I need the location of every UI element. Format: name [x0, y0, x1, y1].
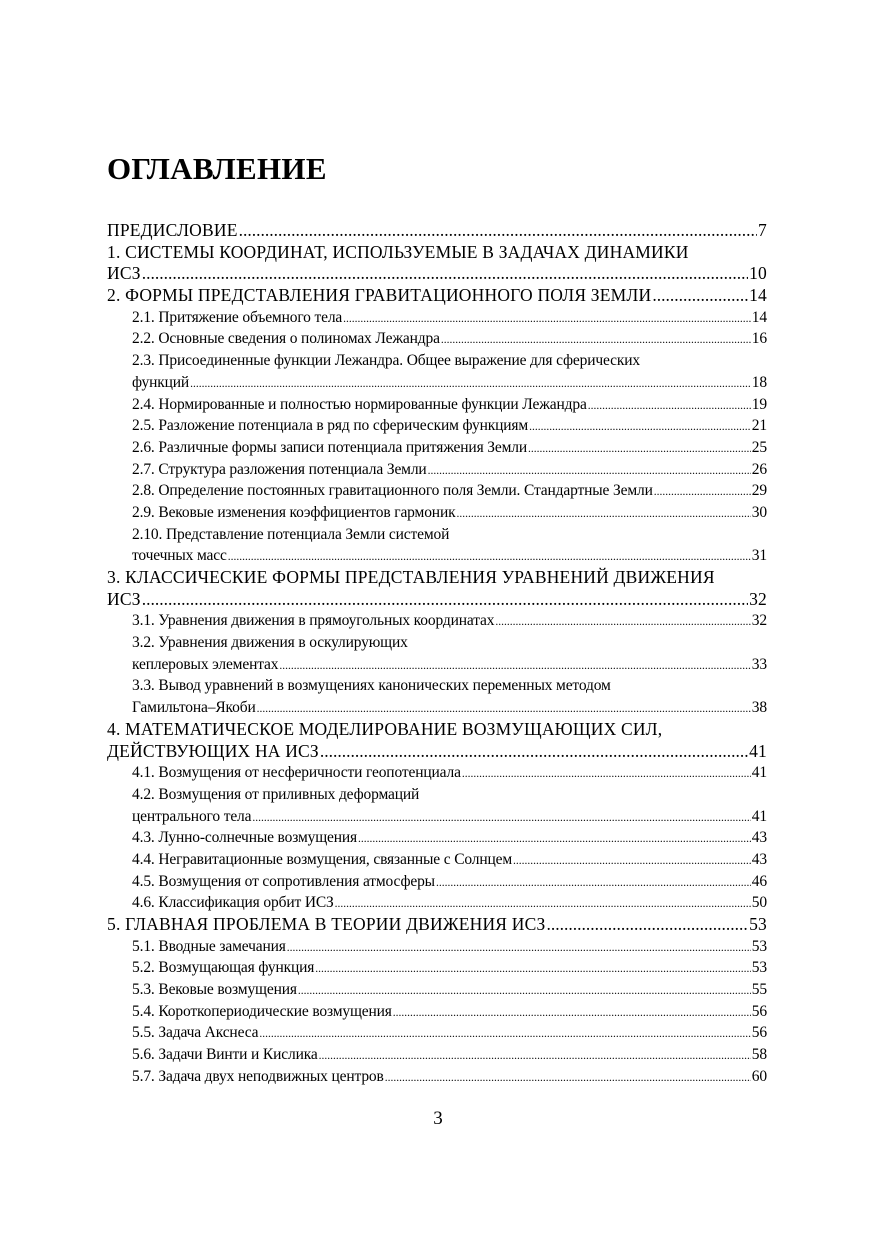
toc-entry-title: 5.5. Задача Акснеса: [132, 1024, 259, 1042]
toc-entry-row: [132, 1001, 767, 1023]
toc-entry-title: 5.7. Задача двух неподвижных центров: [132, 1067, 384, 1085]
toc-section-entry[interactable]: [107, 502, 767, 524]
toc-section-entry[interactable]: [107, 849, 767, 871]
toc-entry-row: [132, 762, 767, 784]
dot-leader: [315, 959, 751, 981]
toc-section-entry[interactable]: [107, 394, 767, 416]
dot-leader: [335, 894, 751, 916]
toc-entry-page: 29: [751, 482, 767, 500]
toc-entry-title: 2.9. Вековые изменения коэффициентов гармоник: [132, 503, 456, 521]
toc-entry-row: [107, 914, 767, 936]
toc-entry-row: [132, 415, 767, 437]
toc-entry-page: 56: [751, 1024, 767, 1042]
toc-entry-page: 33: [751, 655, 767, 673]
toc-entry-page: 16: [751, 330, 767, 348]
toc-entry-title: 4.5. Возмущения от сопротивления атмосферы: [132, 872, 435, 890]
dot-leader: [513, 851, 751, 873]
dot-leader: [343, 309, 751, 331]
toc-entry-page: 25: [751, 438, 767, 456]
toc-entry-title: 2.8. Определение постоянных гравитационного поля Земли. Стандартные Земли: [132, 482, 653, 500]
dot-leader: [358, 829, 751, 851]
dot-leader: [393, 1003, 751, 1025]
toc-entry-title: 5.2. Возмущающая функция: [132, 959, 315, 977]
toc-entry-title: 2.7. Структура разложения потенциала Земли: [132, 460, 427, 478]
toc-entry-page: 46: [751, 872, 767, 890]
toc-entry-page: 55: [751, 981, 767, 999]
dot-leader: [228, 547, 751, 569]
toc-entry-page: 19: [751, 395, 767, 413]
dot-leader: [495, 612, 750, 634]
dot-leader: [385, 1068, 751, 1090]
toc-entry-row: [132, 871, 767, 893]
dot-leader: [528, 439, 751, 461]
toc-entry-row: [132, 654, 767, 676]
toc-entry-page: 32: [751, 612, 767, 630]
dot-leader: [428, 461, 751, 483]
toc-entry-title: 2.5. Разложение потенциала в ряд по сферическим функциям: [132, 417, 529, 435]
dot-leader: [252, 808, 750, 830]
toc-entry-row: [107, 220, 767, 242]
toc-entry-row: [132, 1066, 767, 1088]
toc-entry-row: [132, 459, 767, 481]
toc-entry-page: 50: [751, 894, 767, 912]
toc-entry-page: 43: [751, 850, 767, 868]
toc-section-entry[interactable]: [107, 1044, 767, 1066]
toc-entry-page: 56: [751, 1002, 767, 1020]
toc-entry-title: 5.1. Вводные замечания: [132, 937, 286, 955]
dot-leader: [287, 938, 751, 960]
toc-entry-page: 21: [751, 417, 767, 435]
dot-leader: [456, 504, 750, 526]
toc-section-entry[interactable]: [107, 480, 767, 502]
toc-section-entry[interactable]: [107, 437, 767, 459]
toc-entry-title: 5.3. Вековые возмущения: [132, 981, 297, 999]
toc-entry-page: 53: [751, 959, 767, 977]
toc-entry-title: 4.6. Классификация орбит ИСЗ: [132, 894, 334, 912]
toc-entry-row: [132, 372, 767, 394]
dot-leader: [190, 374, 751, 396]
toc-entry-title: центрального тела: [132, 807, 252, 825]
toc-entry-row: [132, 328, 767, 350]
toc-entry-title-line: 3. КЛАССИЧЕСКИЕ ФОРМЫ ПРЕДСТАВЛЕНИЯ УРАВНЕНИЙ ДВИЖЕНИЯ: [107, 567, 715, 587]
toc-section-entry[interactable]: [107, 350, 767, 393]
page-number: 3: [433, 1108, 443, 1129]
toc-entry-title: 2.1. Притяжение объемного тела: [132, 308, 343, 326]
toc-entry-row: [132, 892, 767, 914]
toc-entry-title: 3.1. Уравнения движения в прямоугольных координатах: [132, 612, 495, 630]
toc-entry-page: 30: [751, 503, 767, 521]
toc-section-entry[interactable]: [107, 307, 767, 329]
toc-entry-row: [132, 806, 767, 828]
toc-entry-title-line: 3.2. Уравнения движения в оскулирующих: [132, 634, 408, 652]
toc-entry-page: 41: [751, 807, 767, 825]
dot-leader: [239, 220, 757, 242]
toc-entry-title: 2. ФОРМЫ ПРЕДСТАВЛЕНИЯ ГРАВИТАЦИОННОГО ПОЛЯ ЗЕМЛИ: [107, 285, 652, 306]
dot-leader: [462, 764, 751, 786]
toc-entry-row: [132, 307, 767, 329]
toc-entry-page: 60: [751, 1067, 767, 1085]
toc-chapter-entry[interactable]: [107, 719, 767, 762]
toc-entry-title: кеплеровых элементах: [132, 655, 279, 673]
toc-entry-row: [132, 394, 767, 416]
dot-leader: [436, 873, 751, 895]
toc-entry-page: 14: [749, 285, 767, 306]
toc-entry-row: [132, 502, 767, 524]
toc-entry-title-line: 2.10. Представление потенциала Земли системой: [132, 525, 450, 543]
toc-entry-page: 43: [751, 829, 767, 847]
toc-section-entry[interactable]: [107, 1001, 767, 1023]
dot-leader: [142, 589, 748, 611]
dot-leader: [588, 396, 751, 418]
toc-entry-title-line: 4. МАТЕМАТИЧЕСКОЕ МОДЕЛИРОВАНИЕ ВОЗМУЩАЮЩИХ СИЛ,: [107, 718, 663, 739]
toc-section-entry[interactable]: [107, 827, 767, 849]
toc-entry-title: точечных масс: [132, 547, 227, 565]
dot-leader: [654, 482, 751, 504]
toc-entry-title: 2.4. Нормированные и полностью нормированные функции Лежандра: [132, 395, 587, 413]
toc-section-entry[interactable]: [107, 632, 767, 675]
toc-entry-title: 5.6. Задачи Винти и Кислика: [132, 1046, 318, 1064]
toc-entry-page: 41: [751, 764, 767, 782]
toc-section-entry[interactable]: [107, 1022, 767, 1044]
toc-entry-title: ИСЗ: [107, 263, 141, 284]
dot-leader: [441, 330, 751, 352]
toc-section-entry[interactable]: [107, 524, 767, 567]
dot-leader: [320, 741, 748, 763]
toc-section-entry[interactable]: [107, 610, 767, 632]
toc-entry-row: [132, 697, 767, 719]
toc-entry-row: [132, 437, 767, 459]
toc-entry-title: ПРЕДИСЛОВИЕ: [107, 220, 238, 240]
toc-section-entry[interactable]: [107, 675, 767, 718]
toc-section-entry[interactable]: [107, 762, 767, 784]
dot-leader: [652, 285, 748, 307]
toc-entry-row: [107, 285, 767, 307]
toc-entry-title-line: 2.3. Присоединенные функции Лежандра. Общее выражение для сферических: [132, 352, 640, 370]
toc-entry-title: 5.4. Короткопериодические возмущения: [132, 1002, 392, 1020]
toc-section-entry[interactable]: [107, 328, 767, 350]
toc-chapter-entry[interactable]: [107, 220, 767, 242]
toc-entry-page: 38: [751, 699, 767, 717]
toc-entry-page: 7: [758, 220, 767, 240]
toc-entry-row: [132, 480, 767, 502]
toc-entry-row: [132, 827, 767, 849]
toc-entry-row: [132, 849, 767, 871]
toc-chapter-entry[interactable]: [107, 567, 767, 610]
toc-entry-title: 4.3. Лунно-солнечные возмущения: [132, 829, 358, 847]
dot-leader: [279, 656, 750, 678]
toc-section-entry[interactable]: [107, 415, 767, 437]
toc-entry-page: 53: [751, 937, 767, 955]
dot-leader: [257, 699, 751, 721]
toc-entry-title: функций: [132, 373, 190, 391]
toc-section-entry[interactable]: [107, 784, 767, 827]
toc-entry-title-line: 4.2. Возмущения от приливных деформаций: [132, 785, 420, 803]
toc-entry-row: [132, 936, 767, 958]
toc-entry-row: [132, 957, 767, 979]
toc-entry-page: 32: [749, 588, 767, 609]
toc-entry-title-line: 1. СИСТЕМЫ КООРДИНАТ, ИСПОЛЬЗУЕМЫЕ В ЗАДАЧАХ ДИНАМИКИ: [107, 241, 689, 262]
toc-section-entry[interactable]: [107, 871, 767, 893]
toc-entry-page: 58: [751, 1046, 767, 1064]
toc-entry-page: 18: [751, 373, 767, 391]
toc-entry-page: 53: [749, 914, 767, 934]
toc-section-entry[interactable]: [107, 936, 767, 958]
dot-leader: [319, 1046, 751, 1068]
toc-section-entry[interactable]: [107, 892, 767, 914]
dot-leader: [298, 981, 751, 1003]
toc-section-entry[interactable]: [107, 979, 767, 1001]
toc-entry-row: [132, 979, 767, 1001]
toc-entry-title: 5. ГЛАВНАЯ ПРОБЛЕМА В ТЕОРИИ ДВИЖЕНИЯ ИСЗ: [107, 914, 546, 934]
dot-leader: [259, 1024, 750, 1046]
toc-section-entry[interactable]: [107, 957, 767, 979]
toc-entry-title: 2.6. Различные формы записи потенциала притяжения Земли: [132, 438, 528, 456]
toc-entry-row: [132, 1044, 767, 1066]
toc-entry-title: Гамильтона–Якоби: [132, 699, 256, 717]
toc-entry-title-line: 3.3. Вывод уравнений в возмущениях канонических переменных методом: [132, 677, 611, 695]
table-of-contents: [107, 220, 767, 1088]
toc-entry-page: 26: [751, 460, 767, 478]
toc-entry-page: 41: [749, 740, 767, 761]
toc-chapter-entry[interactable]: [107, 242, 767, 285]
toc-entry-title: ДЕЙСТВУЮЩИХ НА ИСЗ: [107, 740, 319, 761]
toc-entry-title: 4.1. Возмущения от несферичности геопотенциала: [132, 764, 461, 782]
dot-leader: [142, 263, 748, 285]
dot-leader: [546, 914, 748, 936]
toc-entry-page: 31: [751, 547, 767, 565]
toc-entry-title: 4.4. Негравитационные возмущения, связанные с Солнцем: [132, 850, 513, 868]
toc-entry-row: [132, 1022, 767, 1044]
toc-section-entry[interactable]: [107, 1066, 767, 1088]
toc-entry-row: [132, 545, 767, 567]
toc-section-entry[interactable]: [107, 459, 767, 481]
toc-entry-page: 14: [751, 308, 767, 326]
dot-leader: [529, 417, 751, 439]
toc-chapter-entry[interactable]: [107, 285, 767, 307]
toc-entry-row: [107, 589, 767, 611]
toc-entry-row: [107, 741, 767, 763]
page-title: ОГЛАВЛЕНИЕ: [107, 151, 327, 186]
toc-entry-title: 2.2. Основные сведения о полиномах Лежандра: [132, 330, 440, 348]
toc-entry-title: ИСЗ: [107, 588, 141, 609]
toc-entry-row: [107, 263, 767, 285]
toc-chapter-entry[interactable]: [107, 914, 767, 936]
toc-entry-row: [132, 610, 767, 632]
toc-entry-page: 10: [749, 263, 767, 284]
